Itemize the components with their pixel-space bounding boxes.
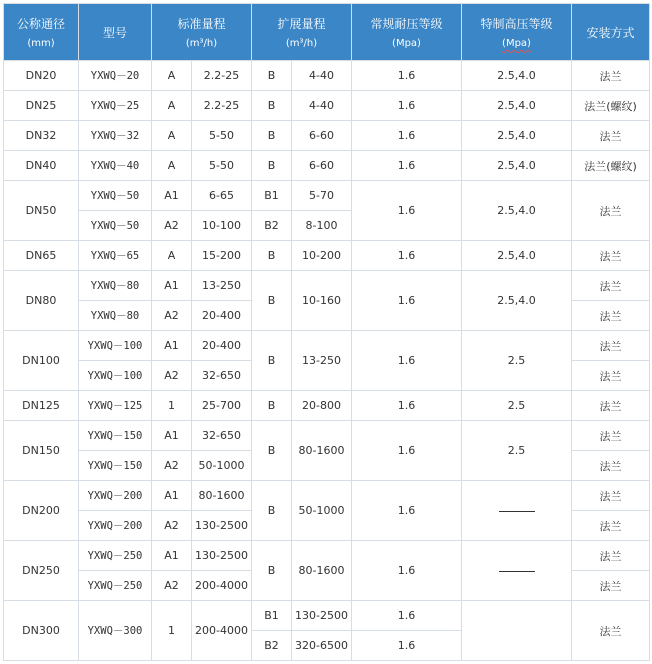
- model-cell: YXWQ－50: [79, 211, 152, 241]
- model-cell: YXWQ－80: [79, 271, 152, 301]
- ext-range-cell: 6-60: [292, 151, 352, 181]
- std-code-cell: A1: [152, 181, 192, 211]
- table-row: [4, 151, 650, 181]
- table-row: [4, 331, 650, 361]
- special-pressure-cell: 2.5,4.0: [462, 91, 572, 121]
- std-range-cell: 15-200: [192, 241, 252, 271]
- normal-pressure-cell: 1.6: [352, 61, 462, 91]
- model-cell: YXWQ－200: [79, 481, 152, 511]
- table-row: [4, 421, 650, 451]
- std-code-cell: A1: [152, 481, 192, 511]
- ext-code-cell: B: [252, 481, 292, 541]
- model-cell: YXWQ－32: [79, 121, 152, 151]
- std-range-cell: 80-1600: [192, 481, 252, 511]
- ext-code-cell: B1: [252, 601, 292, 631]
- std-code-cell: A2: [152, 451, 192, 481]
- special-pressure-cell: 2.5: [462, 331, 572, 391]
- table-row: [4, 481, 650, 511]
- std-code-cell: A2: [152, 211, 192, 241]
- install-cell: 法兰: [572, 451, 650, 481]
- normal-pressure-cell: 1.6: [352, 151, 462, 181]
- special-pressure-cell: 2.5,4.0: [462, 271, 572, 331]
- normal-pressure-cell: 1.6: [352, 631, 462, 661]
- install-cell: 法兰: [572, 331, 650, 361]
- model-cell: YXWQ－20: [79, 61, 152, 91]
- dn-cell: DN150: [4, 421, 79, 481]
- std-range-cell: 10-100: [192, 211, 252, 241]
- std-range-cell: 2.2-25: [192, 61, 252, 91]
- table-row: [4, 181, 650, 211]
- header-normal-pressure: 常规耐压等级 (Mpa): [352, 4, 462, 61]
- install-cell: 法兰: [572, 391, 650, 421]
- ext-range-cell: 20-800: [292, 391, 352, 421]
- special-pressure-cell: [462, 481, 572, 541]
- special-pressure-cell: [462, 601, 572, 661]
- normal-pressure-cell: 1.6: [352, 421, 462, 481]
- table-row: [4, 61, 650, 91]
- dn-cell: DN32: [4, 121, 79, 151]
- ext-code-cell: B: [252, 541, 292, 601]
- std-code-cell: A: [152, 121, 192, 151]
- model-cell: YXWQ－65: [79, 241, 152, 271]
- std-range-cell: 5-50: [192, 121, 252, 151]
- table-row: [4, 121, 650, 151]
- normal-pressure-cell: 1.6: [352, 121, 462, 151]
- ext-range-cell: 10-200: [292, 241, 352, 271]
- ext-range-cell: 13-250: [292, 331, 352, 391]
- std-code-cell: 1: [152, 391, 192, 421]
- ext-code-cell: B: [252, 61, 292, 91]
- table-row: [4, 91, 650, 121]
- ext-range-cell: 80-1600: [292, 421, 352, 481]
- table-row: [4, 241, 650, 271]
- ext-range-cell: 5-70: [292, 181, 352, 211]
- header-special-pressure: 特制高压等级 (Mpa): [462, 4, 572, 61]
- std-code-cell: A2: [152, 511, 192, 541]
- std-range-cell: 25-700: [192, 391, 252, 421]
- ext-code-cell: B1: [252, 181, 292, 211]
- model-cell: YXWQ－150: [79, 421, 152, 451]
- std-range-cell: 130-2500: [192, 511, 252, 541]
- normal-pressure-cell: 1.6: [352, 391, 462, 421]
- spec-table: [3, 3, 650, 661]
- header-ext-range: 扩展量程 (m³/h): [252, 4, 352, 61]
- normal-pressure-cell: 1.6: [352, 601, 462, 631]
- ext-range-cell: 320-6500: [292, 631, 352, 661]
- normal-pressure-cell: 1.6: [352, 331, 462, 391]
- std-code-cell: A1: [152, 541, 192, 571]
- install-cell: 法兰: [572, 271, 650, 301]
- model-cell: YXWQ－80: [79, 301, 152, 331]
- ext-code-cell: B: [252, 151, 292, 181]
- model-cell: YXWQ－100: [79, 361, 152, 391]
- model-cell: YXWQ－40: [79, 151, 152, 181]
- install-cell: 法兰: [572, 181, 650, 241]
- dn-cell: DN40: [4, 151, 79, 181]
- ext-range-cell: 4-40: [292, 61, 352, 91]
- table-row: [4, 541, 650, 571]
- std-range-cell: 6-65: [192, 181, 252, 211]
- not-available-dash: [499, 570, 535, 572]
- normal-pressure-cell: 1.6: [352, 541, 462, 601]
- model-cell: YXWQ－100: [79, 331, 152, 361]
- model-cell: YXWQ－25: [79, 91, 152, 121]
- special-pressure-cell: 2.5,4.0: [462, 241, 572, 271]
- dn-cell: DN300: [4, 601, 79, 661]
- model-cell: YXWQ－250: [79, 571, 152, 601]
- model-cell: YXWQ－125: [79, 391, 152, 421]
- normal-pressure-cell: 1.6: [352, 241, 462, 271]
- std-code-cell: A1: [152, 421, 192, 451]
- install-cell: 法兰: [572, 241, 650, 271]
- std-range-cell: 130-2500: [192, 541, 252, 571]
- std-range-cell: 2.2-25: [192, 91, 252, 121]
- table-row: [4, 601, 650, 631]
- model-cell: YXWQ－150: [79, 451, 152, 481]
- header-std-range: 标准量程 (m³/h): [152, 4, 252, 61]
- std-range-cell: 200-4000: [192, 601, 252, 661]
- header-model: 型号: [79, 4, 152, 61]
- special-pressure-cell: 2.5,4.0: [462, 151, 572, 181]
- normal-pressure-cell: 1.6: [352, 181, 462, 241]
- install-cell: 法兰(螺纹): [572, 91, 650, 121]
- model-cell: YXWQ－300: [79, 601, 152, 661]
- dn-cell: DN25: [4, 91, 79, 121]
- std-code-cell: A: [152, 61, 192, 91]
- install-cell: 法兰: [572, 421, 650, 451]
- normal-pressure-cell: 1.6: [352, 481, 462, 541]
- dn-cell: DN200: [4, 481, 79, 541]
- std-code-cell: A1: [152, 331, 192, 361]
- ext-code-cell: B: [252, 121, 292, 151]
- std-code-cell: A: [152, 241, 192, 271]
- std-code-cell: A: [152, 151, 192, 181]
- std-range-cell: 200-4000: [192, 571, 252, 601]
- ext-range-cell: 4-40: [292, 91, 352, 121]
- install-cell: 法兰: [572, 571, 650, 601]
- normal-pressure-cell: 1.6: [352, 271, 462, 331]
- ext-code-cell: B: [252, 391, 292, 421]
- special-pressure-cell: 2.5,4.0: [462, 181, 572, 241]
- dn-cell: DN65: [4, 241, 79, 271]
- install-cell: 法兰(螺纹): [572, 151, 650, 181]
- model-cell: YXWQ－50: [79, 181, 152, 211]
- ext-range-cell: 80-1600: [292, 541, 352, 601]
- header-install: 安装方式: [572, 4, 650, 61]
- install-cell: 法兰: [572, 601, 650, 661]
- install-cell: 法兰: [572, 361, 650, 391]
- ext-code-cell: B: [252, 331, 292, 391]
- ext-code-cell: B: [252, 241, 292, 271]
- install-cell: 法兰: [572, 511, 650, 541]
- ext-range-cell: 10-160: [292, 271, 352, 331]
- std-range-cell: 20-400: [192, 301, 252, 331]
- special-pressure-cell: [462, 541, 572, 601]
- special-pressure-cell: 2.5,4.0: [462, 61, 572, 91]
- std-range-cell: 32-650: [192, 421, 252, 451]
- dn-cell: DN125: [4, 391, 79, 421]
- ext-range-cell: 6-60: [292, 121, 352, 151]
- install-cell: 法兰: [572, 481, 650, 511]
- special-pressure-cell: 2.5: [462, 421, 572, 481]
- ext-code-cell: B: [252, 271, 292, 331]
- std-code-cell: A2: [152, 571, 192, 601]
- not-available-dash: [499, 510, 535, 512]
- std-range-cell: 5-50: [192, 151, 252, 181]
- std-code-cell: A2: [152, 361, 192, 391]
- table-row: [4, 391, 650, 421]
- install-cell: 法兰: [572, 121, 650, 151]
- model-cell: YXWQ－250: [79, 541, 152, 571]
- std-range-cell: 50-1000: [192, 451, 252, 481]
- ext-code-cell: B2: [252, 211, 292, 241]
- install-cell: 法兰: [572, 61, 650, 91]
- std-code-cell: A2: [152, 301, 192, 331]
- dn-cell: DN50: [4, 181, 79, 241]
- normal-pressure-cell: 1.6: [352, 91, 462, 121]
- table-row: [4, 271, 650, 301]
- std-code-cell: A1: [152, 271, 192, 301]
- special-pressure-cell: 2.5: [462, 391, 572, 421]
- ext-code-cell: B: [252, 421, 292, 481]
- std-range-cell: 13-250: [192, 271, 252, 301]
- dn-cell: DN20: [4, 61, 79, 91]
- ext-range-cell: 50-1000: [292, 481, 352, 541]
- ext-range-cell: 130-2500: [292, 601, 352, 631]
- std-code-cell: 1: [152, 601, 192, 661]
- install-cell: 法兰: [572, 301, 650, 331]
- std-range-cell: 20-400: [192, 331, 252, 361]
- special-pressure-cell: 2.5,4.0: [462, 121, 572, 151]
- ext-range-cell: 8-100: [292, 211, 352, 241]
- install-cell: 法兰: [572, 541, 650, 571]
- dn-cell: DN80: [4, 271, 79, 331]
- header-dn: 公称通径 (mm): [4, 4, 79, 61]
- std-code-cell: A: [152, 91, 192, 121]
- model-cell: YXWQ－200: [79, 511, 152, 541]
- dn-cell: DN100: [4, 331, 79, 391]
- std-range-cell: 32-650: [192, 361, 252, 391]
- dn-cell: DN250: [4, 541, 79, 601]
- ext-code-cell: B: [252, 91, 292, 121]
- ext-code-cell: B2: [252, 631, 292, 661]
